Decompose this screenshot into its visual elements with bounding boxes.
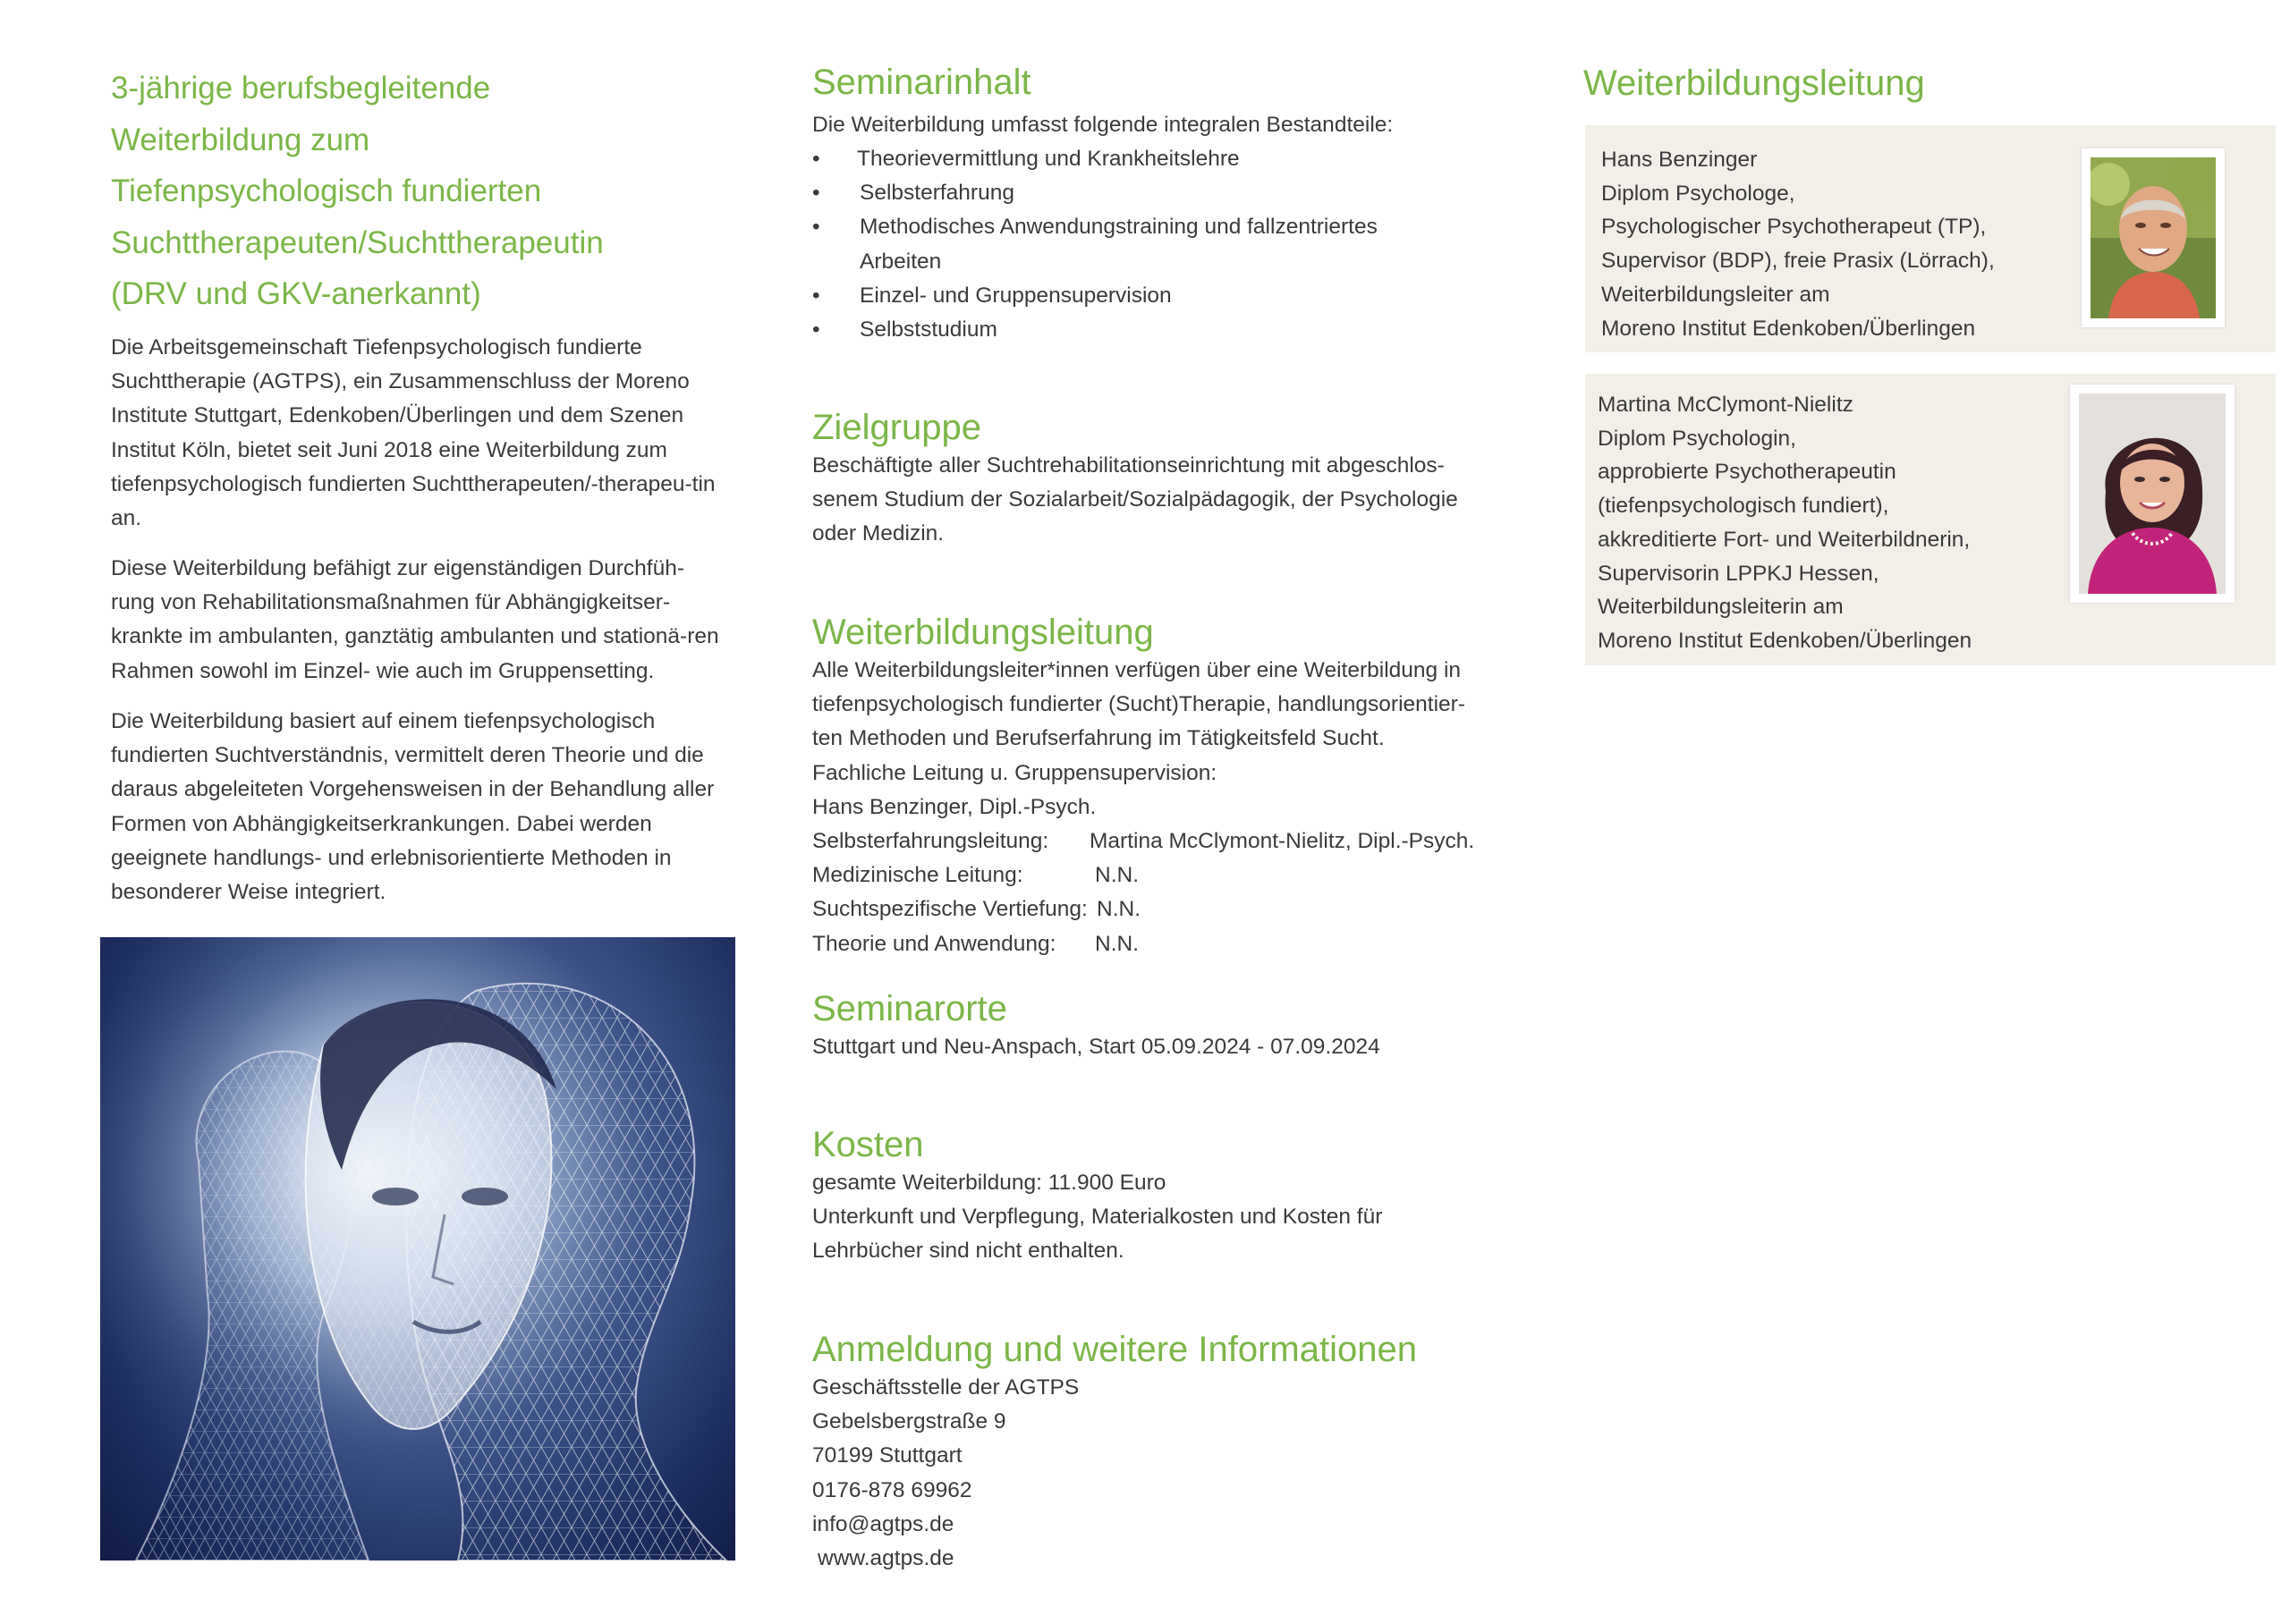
role-value: N.N. [1095,863,1139,888]
list-item [812,210,1474,278]
role-value: N.N. [1097,897,1141,922]
seminarorte-text: Stuttgart und Neu-Anspach, Start 05.09.2024 - 07.09.2024 [812,1035,1380,1059]
portrait-photo-mcclymont [2079,393,2226,594]
leader-line: akkreditierte Fort- und Weiterbildnerin, [1598,527,1971,552]
seminarorte-heading: Seminarorte [812,989,1007,1028]
leader-line: Supervisorin LPPKJ Hessen, [1598,561,1879,586]
leader-name: Martina McClymont-Nielitz [1598,393,1853,417]
leader-photo-frame [2070,385,2235,603]
leader-line: Moreno Institut Edenkoben/Überlingen [1601,316,1976,341]
intro-heading-line: Tiefenpsychologisch fundierten [111,173,542,208]
leader-line: Weiterbildungsleiter am [1601,282,1830,307]
leitung-details [812,654,1483,961]
leader-card-mcclymont [1585,374,2276,665]
fachliche-leitung-name: Hans Benzinger, Dipl.-Psych. [812,794,1097,819]
zielgruppe-heading: Zielgruppe [812,408,982,447]
wireframe-faces-illustration [100,937,735,1561]
portrait-illustration [2091,157,2216,318]
leader-name: Hans Benzinger [1601,148,1758,172]
leitung-heading: Weiterbildungsleitung [812,613,1154,652]
kosten-note: Unterkunft und Verpflegung, Materialkosten und Kosten für Lehrbücher sind nicht enthalten. [812,1205,1383,1264]
list-item [812,142,1474,176]
role-label: Medizinische Leitung: [812,863,1023,888]
list-item-text: Methodisches Anwendungstraining und fallzentriertes Arbeiten [860,215,1378,274]
leitung-text: Alle Weiterbildungsleiter*innen verfügen über eine Weiterbildung in tiefenpsychologisch fundierter (Sucht)Therapie, handlungsorientier-ten Methoden und Berufserfahrung im Tätigkeitsfeld Sucht. [812,658,1465,751]
leader-line: Moreno Institut Edenkoben/Überlingen [1598,628,1972,653]
kosten-total: gesamte Weiterbildung: 11.900 Euro [812,1171,1166,1195]
intro-paragraph-2: Diese Weiterbildung befähigt zur eigenständigen Durchfüh-rung von Rehabilitationsmaßnahmen für Abhängigkeitser-krankte im ambulanten, ganztätig ambulanten und stationä-ren Rahmen sowohl im Einzel- wie auch im Gruppensetting. [111,556,719,683]
role-value: Martina McClymont-Nielitz, Dipl.-Psych. [1090,829,1475,854]
list-item [812,313,1474,347]
role-label: Theorie und Anwendung: [812,931,1056,956]
leader-card-benzinger [1585,125,2276,352]
leader-photo-frame [2082,148,2225,327]
bullet-icon: • [812,283,820,308]
role-label: Selbsterfahrungsleitung: [812,829,1049,854]
role-row [812,892,1483,926]
role-label: Suchtspezifische Vertiefung: [812,897,1088,922]
seminarinhalt-heading: Seminarinhalt [812,63,1031,102]
leader-line: Diplom Psychologin, [1598,426,1796,451]
zielgruppe-text: Beschäftigte aller Suchtrehabilitationseinrichtung mit abgeschlos-senem Studium der Sozialarbeit/Sozialpädagogik, der Psychologie oder Medizin. [812,453,1458,546]
seminarinhalt-intro: Die Weiterbildung umfasst folgende integralen Bestandteile: [812,113,1394,137]
leader-info [1601,143,1995,345]
leader-line: Supervisor (BDP), freie Prasix (Lörrach), [1601,249,1995,274]
leader-line: approbierte Psychotherapeutin [1598,460,1896,485]
intro-paragraph-1: Die Arbeitsgemeinschaft Tiefenpsychologisch fundierte Suchttherapie (AGTPS), ein Zusammenschluss der Moreno Institute Stuttgart, Edenkoben/Überlingen und dem Szenen Institut Köln, bietet seit Juni 2018 eine Weiterbildung zum tiefenpsychologisch fundierten Suchttherapeuten/-therapeu-tin an. [111,335,716,531]
list-item-text: Theorievermittlung und Krankheitslehre [857,147,1240,171]
bullet-icon: • [812,215,820,240]
anmeldung-heading: Anmeldung und weitere Informationen [812,1330,1417,1369]
list-item-text: Selbststudium [860,317,997,343]
intro-heading-line: 3-jährige berufsbegleitende [111,71,491,106]
leader-line: Weiterbildungsleiterin am [1598,595,1844,620]
bullet-icon: • [812,181,820,206]
portrait-illustration [2079,393,2226,594]
role-row [812,859,1483,892]
leader-line: Diplom Psychologe, [1601,181,1795,206]
bullet-icon: • [812,317,820,343]
contact-city: 70199 Stuttgart [812,1443,963,1468]
intro-heading [111,63,604,320]
contact-website-link[interactable]: www.agtps.de [818,1546,954,1571]
kosten-heading: Kosten [812,1125,924,1164]
role-row [812,927,1483,961]
contact-block [812,1371,1079,1576]
contact-street: Gebelsbergstraße 9 [812,1409,1006,1434]
bullet-icon: • [812,147,820,171]
leader-line: (tiefenpsychologisch fundiert), [1598,494,1889,519]
list-item [812,279,1474,313]
contact-phone[interactable]: 0176-878 69962 [812,1477,972,1502]
wireframe-faces-image [100,937,735,1561]
role-row [812,825,1483,859]
contact-office: Geschäftsstelle der AGTPS [812,1375,1080,1400]
seminarinhalt-list [812,142,1474,347]
list-item-text: Selbsterfahrung [860,181,1014,206]
leader-info [1598,388,1972,658]
intro-heading-line: Weiterbildung zum [111,122,370,157]
portrait-photo-benzinger [2091,157,2216,318]
leader-line: Psychologischer Psychotherapeut (TP), [1601,215,1987,240]
intro-paragraph-3: Die Weiterbildung basiert auf einem tiefenpsychologisch fundierten Suchtverständnis, vermittelt deren Theorie und die daraus abgeleiteten Vorgehensweisen in der Behandlung aller Formen von Abhängigkeitserkrankungen. Dabei werden geeignete handlungs- und erlebnisorientierte Methoden in besonderer Weise integriert. [111,709,715,905]
leitung-right-heading: Weiterbildungsleitung [1583,63,1925,103]
list-item-text: Einzel- und Gruppensupervision [860,283,1172,308]
contact-email-link[interactable]: info@agtps.de [812,1511,954,1536]
fachliche-leitung-label: Fachliche Leitung u. Gruppensupervision: [812,760,1217,785]
intro-heading-line: (DRV und GKV-anerkannt) [111,276,481,311]
list-item [812,176,1474,210]
intro-heading-line: Suchttherapeuten/Suchttherapeutin [111,224,604,260]
role-value: N.N. [1095,931,1139,956]
